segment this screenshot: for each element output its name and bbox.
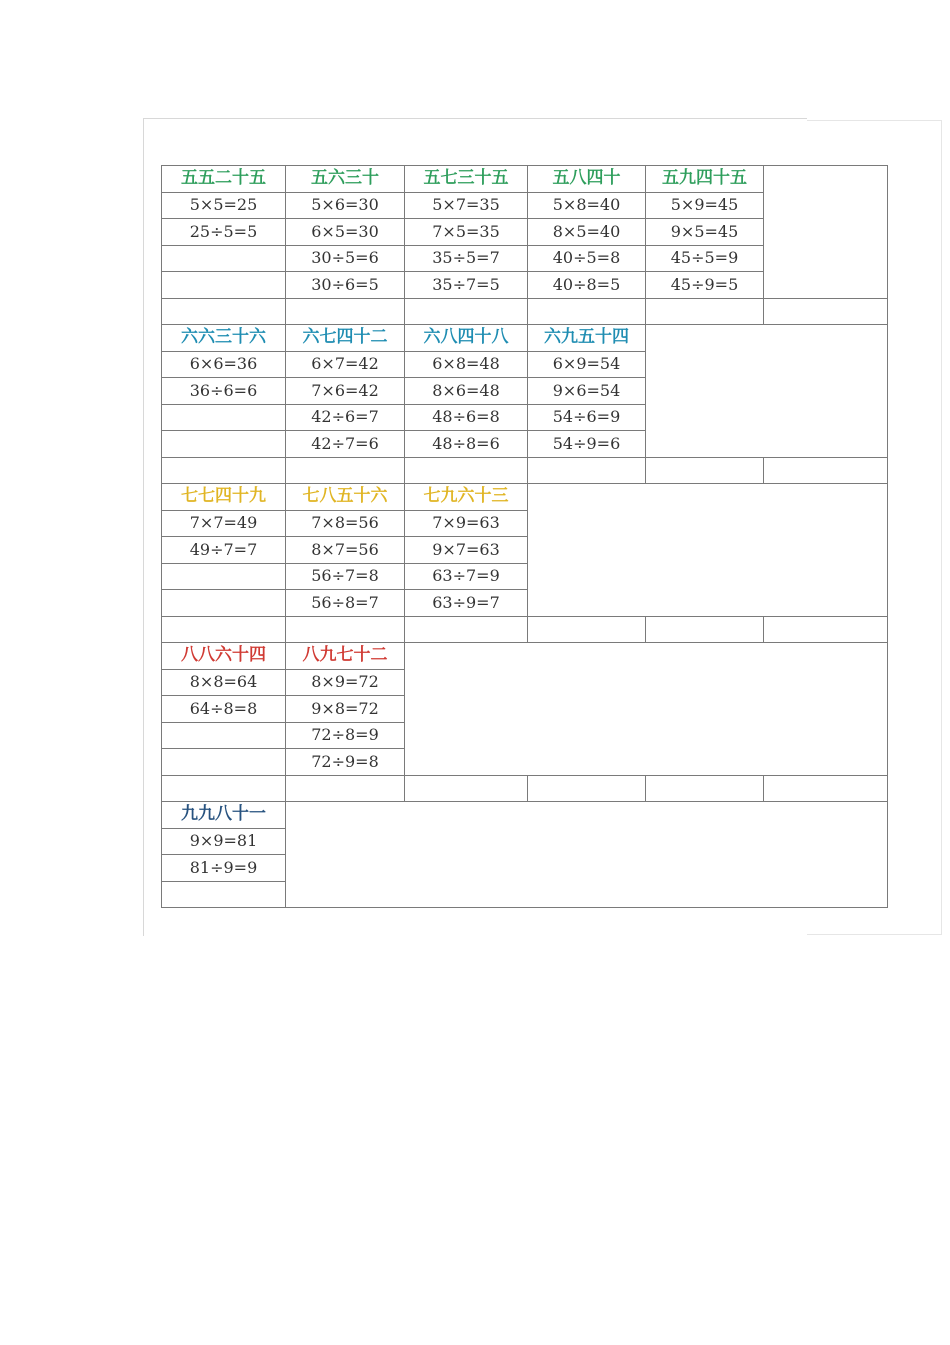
empty-cell [405,775,528,802]
header-cell: 六九五十四 [528,325,646,352]
empty-cell [764,298,888,325]
empty-cell [162,404,286,431]
equation-cell: 8×5=40 [528,219,646,246]
equation-cell: 42÷6=7 [286,404,405,431]
empty-cell [162,749,286,776]
empty-cell [286,775,405,802]
multiplication-table [161,165,888,908]
equation-cell: 54÷6=9 [528,404,646,431]
equation-cell: 7×6=42 [286,378,405,405]
equation-cell: 48÷6=8 [405,404,528,431]
equation-cell: 5×9=45 [646,192,764,219]
header-cell: 八八六十四 [162,643,286,670]
empty-cell [162,563,286,590]
empty-cell [646,616,764,643]
header-cell: 五六三十 [286,166,405,193]
table-row [162,484,888,511]
equation-cell: 48÷8=6 [405,431,528,458]
equation-cell: 7×8=56 [286,510,405,537]
page-frame-top-right [807,120,942,121]
page-frame-bottom [807,934,942,935]
table-row [162,166,888,193]
equation-cell: 9×5=45 [646,219,764,246]
equation-cell: 8×8=64 [162,669,286,696]
empty-cell [646,775,764,802]
page-frame-top [143,118,807,119]
empty-cell [646,457,764,484]
equation-cell: 8×7=56 [286,537,405,564]
equation-cell: 56÷8=7 [286,590,405,617]
table-row [162,802,888,829]
equation-cell: 64÷8=8 [162,696,286,723]
empty-cell [162,590,286,617]
empty-cell [528,775,646,802]
equation-cell: 40÷8=5 [528,272,646,299]
equation-cell: 54÷9=6 [528,431,646,458]
header-cell: 八九七十二 [286,643,405,670]
spacer-row [162,457,888,484]
blank-cell [286,802,888,908]
equation-cell: 9×8=72 [286,696,405,723]
empty-cell [162,272,286,299]
header-cell: 六八四十八 [405,325,528,352]
header-cell: 七九六十三 [405,484,528,511]
empty-cell [162,298,286,325]
header-cell: 五九四十五 [646,166,764,193]
equation-cell: 5×5=25 [162,192,286,219]
equation-cell: 9×9=81 [162,828,286,855]
equation-cell: 56÷7=8 [286,563,405,590]
empty-cell [162,457,286,484]
equation-cell: 6×9=54 [528,351,646,378]
empty-cell [764,775,888,802]
empty-cell [162,245,286,272]
empty-cell [162,881,286,908]
equation-cell: 6×7=42 [286,351,405,378]
header-cell: 七八五十六 [286,484,405,511]
equation-cell: 36÷6=6 [162,378,286,405]
empty-cell [405,616,528,643]
empty-cell [286,298,405,325]
spacer-row [162,775,888,802]
header-cell: 六六三十六 [162,325,286,352]
header-cell: 七七四十九 [162,484,286,511]
multiplication-table-wrapper [161,165,888,908]
equation-cell: 45÷9=5 [646,272,764,299]
empty-cell [405,457,528,484]
equation-cell: 6×5=30 [286,219,405,246]
equation-cell: 9×7=63 [405,537,528,564]
equation-cell: 45÷5=9 [646,245,764,272]
page-frame-left [143,118,144,936]
equation-cell: 49÷7=7 [162,537,286,564]
equation-cell: 42÷7=6 [286,431,405,458]
equation-cell: 63÷9=7 [405,590,528,617]
header-cell: 六七四十二 [286,325,405,352]
equation-cell: 8×6=48 [405,378,528,405]
empty-cell [162,775,286,802]
equation-cell: 63÷7=9 [405,563,528,590]
equation-cell: 8×9=72 [286,669,405,696]
equation-cell: 30÷6=5 [286,272,405,299]
empty-cell [764,457,888,484]
equation-cell: 9×6=54 [528,378,646,405]
empty-cell [528,298,646,325]
equation-cell: 6×6=36 [162,351,286,378]
empty-cell [405,298,528,325]
equation-cell: 7×9=63 [405,510,528,537]
equation-cell: 35÷5=7 [405,245,528,272]
equation-cell: 30÷5=6 [286,245,405,272]
equation-cell: 25÷5=5 [162,219,286,246]
spacer-row [162,616,888,643]
header-cell: 九九八十一 [162,802,286,829]
equation-cell: 72÷9=8 [286,749,405,776]
empty-cell [286,457,405,484]
equation-cell: 5×6=30 [286,192,405,219]
equation-cell: 6×8=48 [405,351,528,378]
equation-cell: 35÷7=5 [405,272,528,299]
blank-cell [405,643,888,776]
equation-cell: 7×7=49 [162,510,286,537]
equation-cell: 5×8=40 [528,192,646,219]
equation-cell: 81÷9=9 [162,855,286,882]
header-cell: 五七三十五 [405,166,528,193]
page-frame-right [941,120,942,934]
spacer-row [162,298,888,325]
blank-cell [646,325,888,458]
table-row [162,643,888,670]
equation-cell: 72÷8=9 [286,722,405,749]
empty-cell [162,722,286,749]
empty-cell [528,616,646,643]
empty-cell [528,457,646,484]
empty-cell [646,298,764,325]
equation-cell: 40÷5=8 [528,245,646,272]
empty-cell [286,616,405,643]
blank-cell [528,484,888,617]
empty-cell [162,431,286,458]
header-cell: 五八四十 [528,166,646,193]
empty-cell [764,616,888,643]
equation-cell: 7×5=35 [405,219,528,246]
blank-cell [764,166,888,299]
table-row [162,325,888,352]
equation-cell: 5×7=35 [405,192,528,219]
empty-cell [162,616,286,643]
header-cell: 五五二十五 [162,166,286,193]
